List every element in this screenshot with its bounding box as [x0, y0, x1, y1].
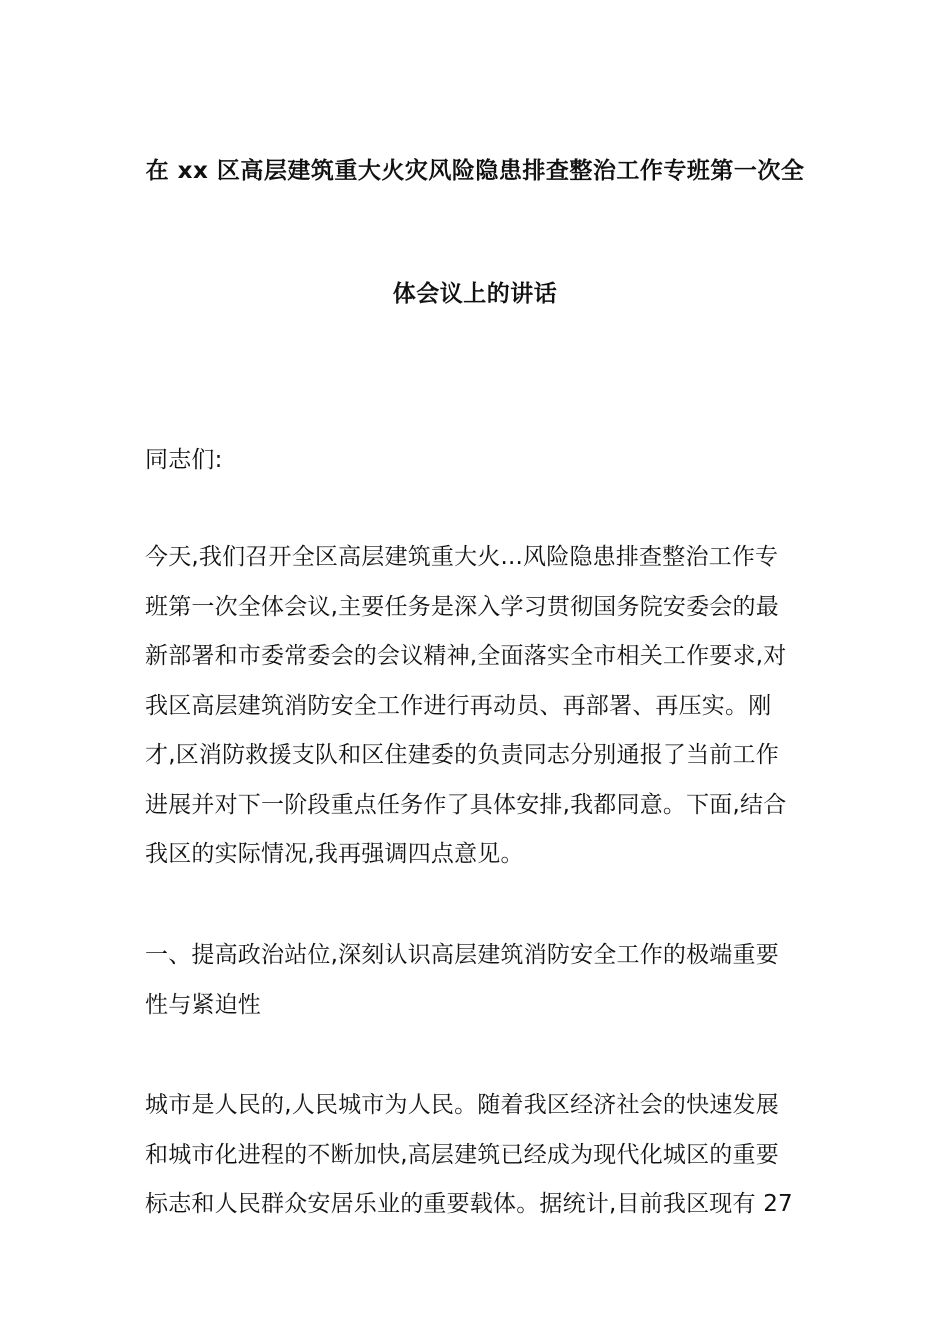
salutation: 同志们: [145, 447, 223, 473]
paragraph-section-1 [145, 1081, 815, 1230]
paragraph-line: 今天,我们召开全区高层建筑重大火...风险隐患排查整治工作专 [145, 544, 779, 570]
document-title-line-1: 在 xx 区高层建筑重大火灾风险隐患排查整治工作专班第一次全 [145, 158, 805, 184]
paragraph-intro [145, 533, 815, 880]
document-title-line-2: 体会议上的讲话 [392, 281, 558, 307]
section-heading-1 [145, 931, 815, 1030]
paragraph-line: 和城市化进程的不断加快,高层建筑已经成为现代化城区的重要 [145, 1141, 779, 1168]
paragraph-line: 新部署和市委常委会的会议精神,全面落实全市相关工作要求,对 [145, 643, 787, 669]
paragraph-line: 标志和人民群众安居乐业的重要载体。据统计,目前我区现有 27 [145, 1191, 793, 1217]
heading-line: 一、提高政治站位,深刻认识高层建筑消防安全工作的极端重要 [145, 942, 779, 968]
paragraph-line: 城市是人民的,人民城市为人民。随着我区经济社会的快速发展 [145, 1092, 779, 1118]
paragraph-line: 我区高层建筑消防安全工作进行再动员、再部署、再压实。刚 [145, 692, 772, 719]
paragraph-line: 才,区消防救援支队和区住建委的负责同志分别通报了当前工作 [145, 742, 779, 768]
paragraph-line: 我区的实际情况,我再强调四点意见。 [145, 841, 524, 867]
heading-line: 性与紧迫性 [145, 991, 261, 1018]
paragraph-line: 班第一次全体会议,主要任务是深入学习贯彻国务院安委会的最 [145, 593, 779, 620]
paragraph-line: 进展并对下一阶段重点任务作了具体安排,我都同意。下面,结合 [145, 791, 787, 818]
